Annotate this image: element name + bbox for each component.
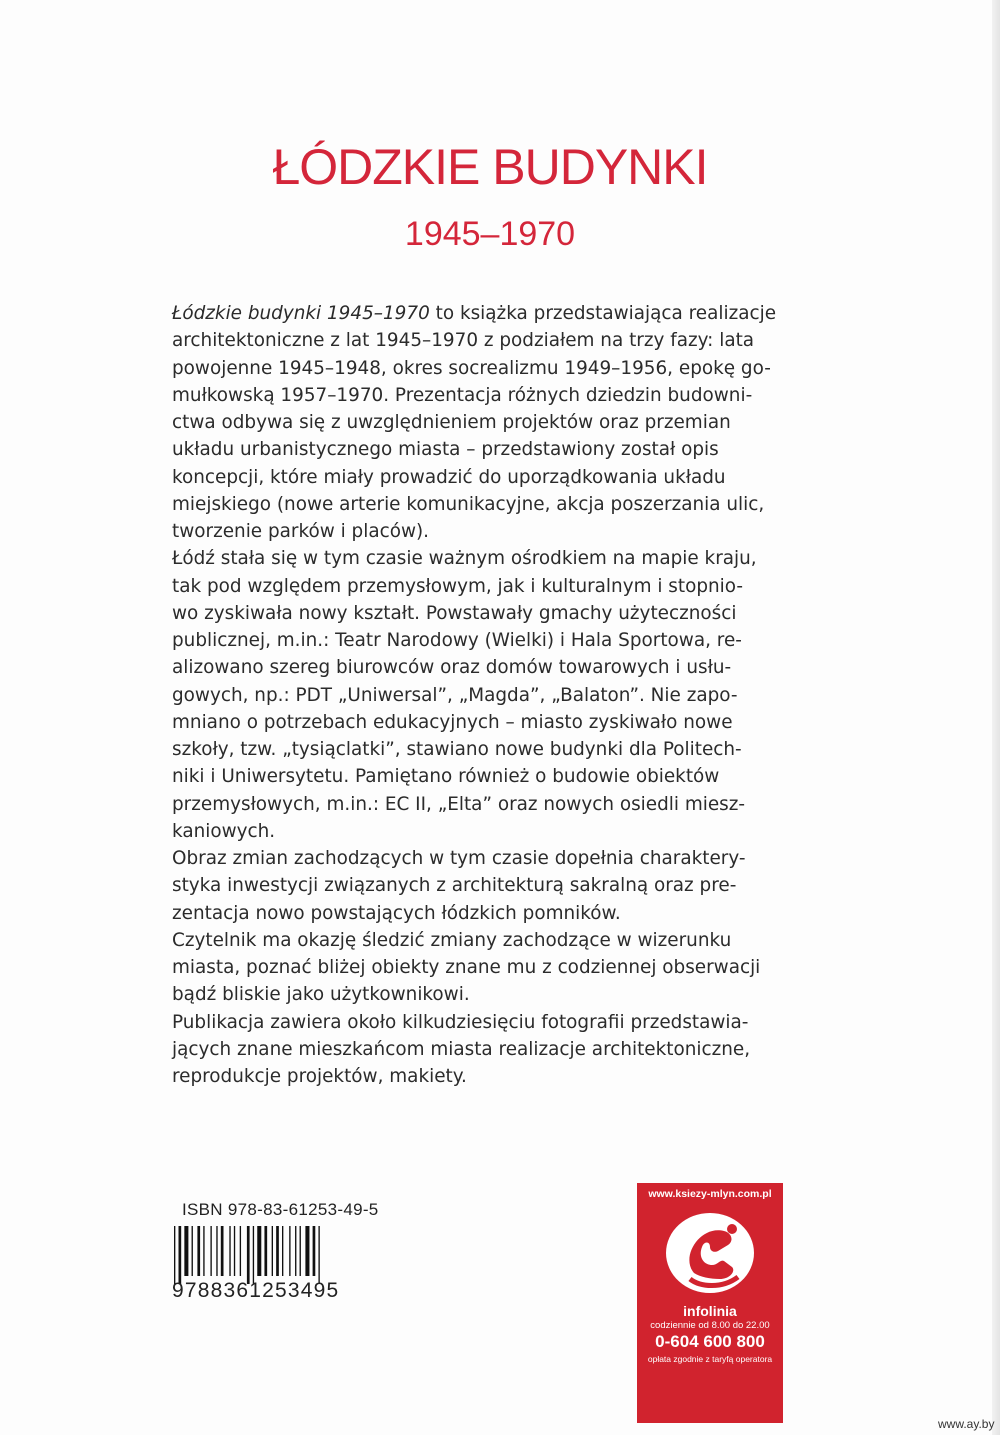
blurb-line xyxy=(172,600,812,627)
cover-edge-shadow xyxy=(992,0,1000,1435)
blurb-line-text: bądź bliskie jako użytkownikowi. xyxy=(172,984,470,1006)
blurb-line xyxy=(172,654,812,681)
blurb-line-text: zentacja nowo powstających łódzkich pomników. xyxy=(172,902,621,924)
infoline-note: opłata zgodnie z taryfą operatora xyxy=(647,1354,773,1364)
blurb-line xyxy=(172,409,812,436)
blurb-line xyxy=(172,573,812,600)
blurb-italic-title: Łódzkie budynki 1945–1970 xyxy=(172,303,430,324)
blurb-line-text: mniano o potrzebach edukacyjnych – miasto zyskiwało nowe xyxy=(172,711,733,733)
blurb-line xyxy=(172,954,812,981)
blurb-text xyxy=(172,300,812,1090)
blurb-line-text: szkoły, tzw. „tysiąclatki”, stawiano nowe budynki dla Politech- xyxy=(172,739,742,760)
infoline-phone: 0-604 600 800 xyxy=(655,1332,765,1351)
blurb-line xyxy=(172,464,812,491)
blurb-line-text: publicznej, m.in.: Teatr Narodowy (Wielki) i Hala Sportowa, re- xyxy=(172,630,742,651)
watermark: www.ay.by xyxy=(938,1417,995,1431)
blurb-line xyxy=(172,791,812,818)
blurb-line-text: Czytelnik ma okazję śledzić zmiany zachodzące w wizerunku xyxy=(172,929,732,951)
blurb-line-text: architektoniczne z lat 1945–1970 z podziałem na trzy fazy: lata xyxy=(172,330,755,352)
blurb-line-text: styka inwestycji związanych z architekturą sakralną oraz pre- xyxy=(172,875,737,897)
blurb-line-text: tworzenie parków i placów). xyxy=(172,521,430,542)
blurb-line-text: układu urbanistycznego miasta – przedstawiony został opis xyxy=(172,439,719,461)
blurb-line-text: ctwa odbywa się z uwzględnieniem projektów oraz przemian xyxy=(172,412,731,433)
publisher-url: www.ksiezy-mlyn.com.pl xyxy=(648,1188,772,1200)
blurb-line xyxy=(172,382,812,409)
blurb-line xyxy=(172,1009,812,1036)
barcode-icon xyxy=(172,1226,362,1284)
blurb-line xyxy=(172,736,812,763)
blurb-line-text: przemysłowych, m.in.: EC II, „Elta” oraz nowych osiedli miesz- xyxy=(172,793,746,815)
blurb-line-text: koncepcji, które miały prowadzić do uporządkowania układu xyxy=(172,466,726,488)
blurb-line xyxy=(172,981,812,1008)
blurb-line xyxy=(172,436,812,463)
blurb-line xyxy=(172,818,812,845)
blurb-line xyxy=(172,900,812,927)
blurb-line-text: reprodukcje projektów, makiety. xyxy=(172,1066,467,1087)
blurb-line xyxy=(172,327,812,354)
blurb-line xyxy=(172,300,812,327)
blurb-line xyxy=(172,1036,812,1063)
blurb-line-text: tak pod względem przemysłowym, jak i kulturalnym i stopnio- xyxy=(172,575,744,597)
blurb-line-text: alizowano szereg biurowców oraz domów towarowych i usłu- xyxy=(172,657,732,679)
blurb-line-text: miasta, poznać bliżej obiekty znane mu z codziennej obserwacji xyxy=(172,957,761,978)
blurb-line xyxy=(172,872,812,899)
blurb-line-text: kaniowych. xyxy=(172,820,276,842)
blurb-line-text: mułkowską 1957–1970. Prezentacja różnych dziedzin budowni- xyxy=(172,384,753,406)
blurb-line xyxy=(172,355,812,382)
blurb-line xyxy=(172,518,812,545)
blurb-line-text: Łódź stała się w tym czasie ważnym ośrodkiem na mapie kraju, xyxy=(172,548,757,570)
blurb-line-text: Obraz zmian zachodzących w tym czasie dopełnia charaktery- xyxy=(172,848,746,869)
blurb-line xyxy=(172,682,812,709)
blurb-line-text: miejskiego (nowe arterie komunikacyjne, akcja poszerzania ulic, xyxy=(172,493,765,515)
blurb-line xyxy=(172,845,812,872)
blurb-line xyxy=(172,545,812,572)
blurb-line-text: powojenne 1945–1948, okres socrealizmu 1949–1956, epokę go- xyxy=(172,357,771,379)
barcode-digits: 9788361253495 xyxy=(172,1279,340,1302)
blurb-line-text: to książka przedstawiająca realizacje xyxy=(429,303,777,324)
blurb-line xyxy=(172,491,812,518)
blurb-line xyxy=(172,763,812,790)
blurb-line-text: Publikacja zawiera około kilkudziesięciu fotografii przedstawia- xyxy=(172,1011,749,1033)
phone-handset-logo-icon xyxy=(660,1207,760,1299)
blurb-line xyxy=(172,709,812,736)
isbn-label: ISBN 978-83-61253-49-5 xyxy=(182,1200,379,1219)
infoline-hours: codziennie od 8.00 do 22.00 xyxy=(650,1320,770,1331)
blurb-line-text: niki i Uniwersytetu. Pamiętano również o budowie obiektów xyxy=(172,766,720,788)
blurb-line xyxy=(172,1063,812,1090)
blurb-line xyxy=(172,927,812,954)
infoline-label: infolinia xyxy=(683,1303,737,1319)
publisher-promo-box xyxy=(637,1183,783,1423)
blurb-line xyxy=(172,627,812,654)
book-subtitle-years: 1945–1970 xyxy=(404,215,576,253)
book-title: ŁÓDZKIE BUDYNKI xyxy=(272,139,708,195)
blurb-line-text: jących znane mieszkańcom miasta realizacje architektoniczne, xyxy=(172,1038,751,1060)
blurb-line-text: gowych, np.: PDT „Uniwersal”, „Magda”, „Balaton”. Nie zapo- xyxy=(172,684,738,706)
blurb-line-text: wo zyskiwała nowy kształt. Powstawały gmachy użyteczności xyxy=(172,602,737,624)
